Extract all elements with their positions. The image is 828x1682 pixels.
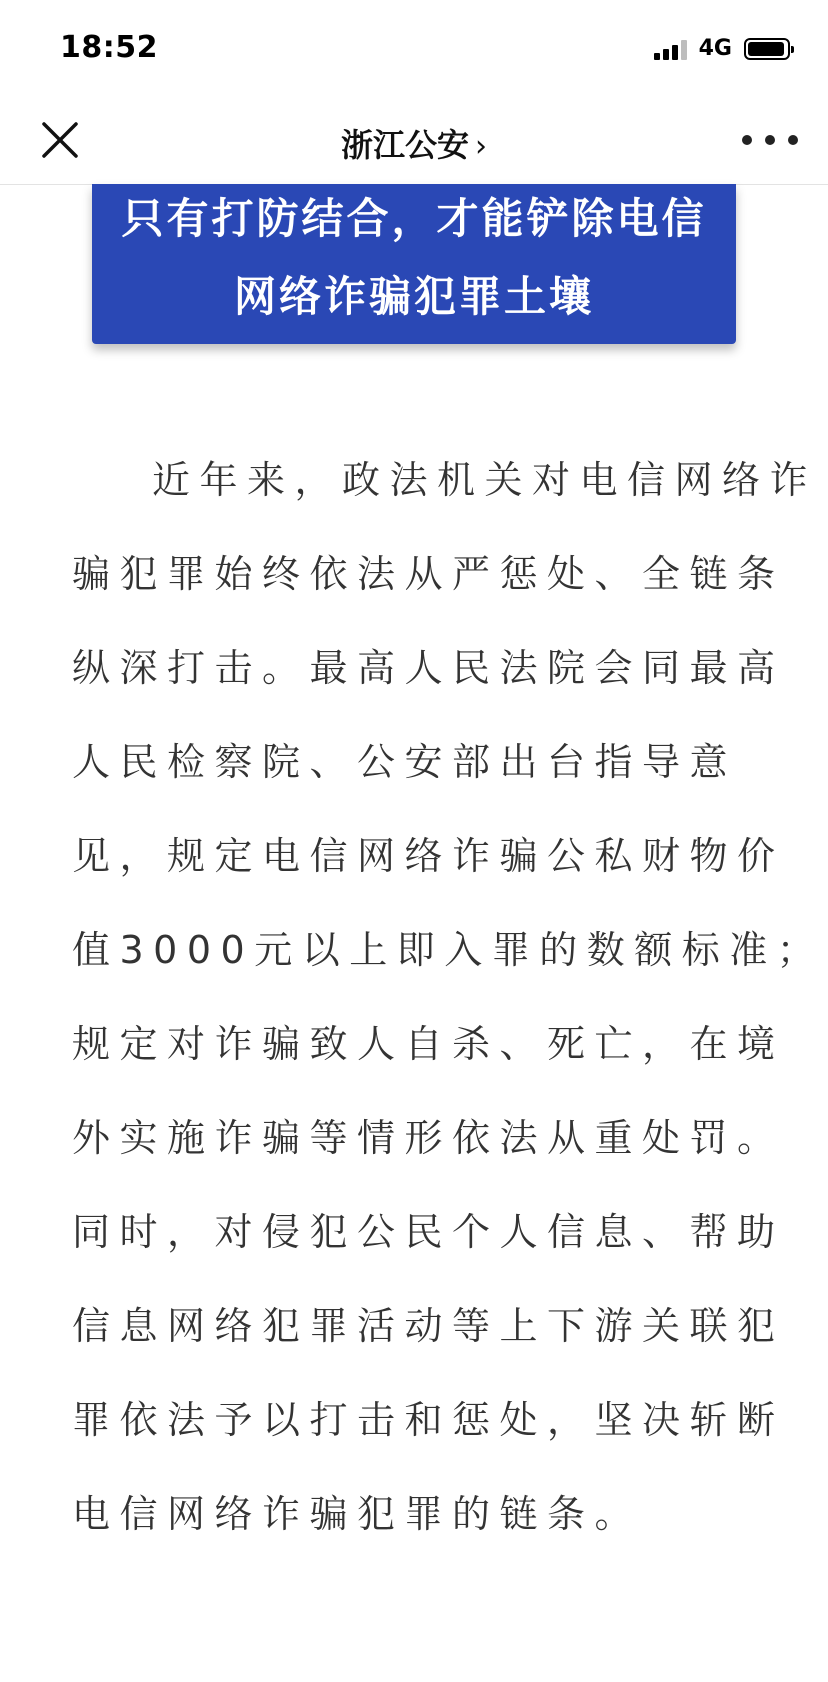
article-body <box>72 458 825 1588</box>
article-line: 罪依法予以打击和惩处，坚决斩断 <box>72 1398 785 1442</box>
article-line: 外实施诈骗等情形依法从重处罚。 <box>72 1116 785 1160</box>
article-line: 电信网络诈骗犯罪的链条。 <box>72 1492 643 1536</box>
battery-icon <box>744 38 790 60</box>
network-type-label: 4G <box>698 36 732 61</box>
status-bar <box>0 0 828 96</box>
more-icon-dot <box>788 135 798 145</box>
banner-title-line-1: 只有打防结合，才能铲除电信 <box>121 194 707 243</box>
nav-bar <box>0 96 828 185</box>
article-line: 值3000元以上即入罪的数额标准； <box>72 928 825 972</box>
article-line: 人民检察院、公安部出台指导意 <box>72 740 738 784</box>
article-line: 骗犯罪始终依法从严惩处、全链条 <box>72 552 785 596</box>
nav-title-link[interactable] <box>0 120 828 166</box>
more-button[interactable] <box>742 122 798 158</box>
status-time: 18:52 <box>60 30 158 65</box>
more-icon-dot <box>765 135 775 145</box>
status-indicators <box>654 36 790 61</box>
more-icon-dot <box>742 135 752 145</box>
article-line: 近年来，政法机关对电信网络诈 <box>152 458 818 502</box>
article-line: 规定对诈骗致人自杀、死亡，在境 <box>72 1022 785 1066</box>
article-line: 同时，对侵犯公民个人信息、帮助 <box>72 1210 785 1254</box>
chevron-right-icon: › <box>475 129 487 164</box>
section-banner <box>92 184 736 344</box>
banner-title-line-2: 网络诈骗犯罪土壤 <box>233 272 594 321</box>
article-line: 见，规定电信网络诈骗公私财物价 <box>72 834 785 878</box>
cellular-signal-icon <box>654 38 687 60</box>
article-line: 纵深打击。最高人民法院会同最高 <box>72 646 785 690</box>
account-name[interactable]: 浙江公安 <box>340 126 469 164</box>
article-line: 信息网络犯罪活动等上下游关联犯 <box>72 1304 785 1348</box>
